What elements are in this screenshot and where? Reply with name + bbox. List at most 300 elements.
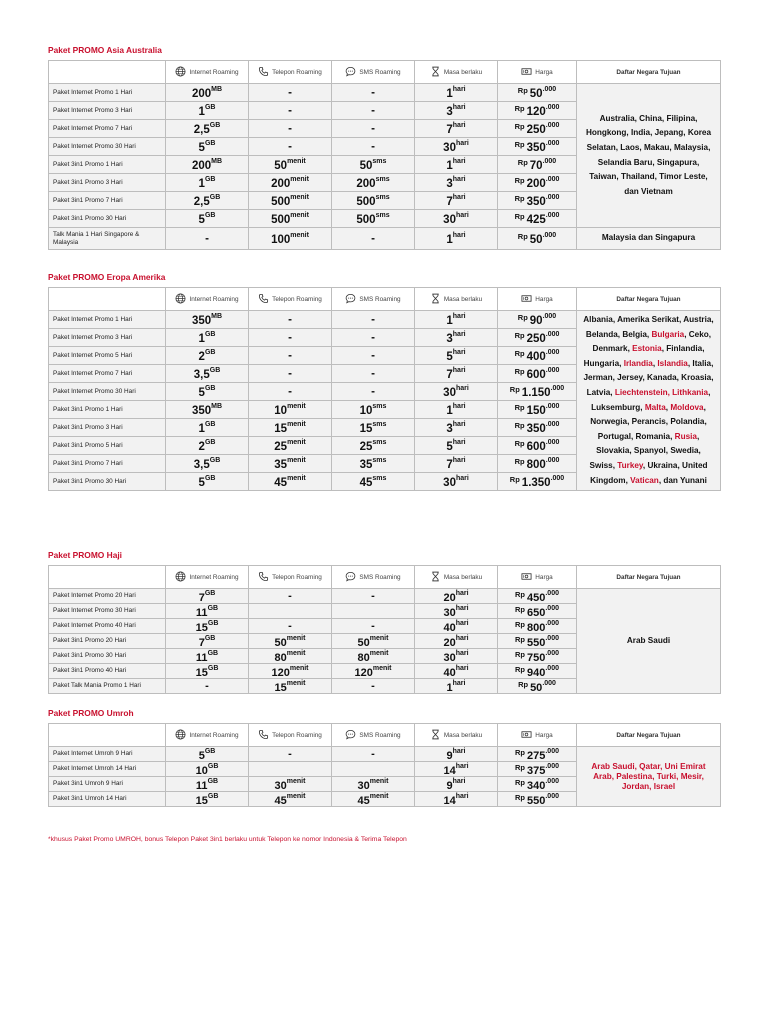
internet-cell (166, 473, 249, 491)
price-cell (498, 347, 577, 365)
masa-unit: hari (452, 330, 466, 338)
package-name: Paket Internet Promo 1 Hari (49, 84, 166, 102)
telepon-value: 25 (274, 440, 288, 453)
currency-label: Rp (515, 635, 525, 644)
masa-unit: hari (455, 793, 469, 800)
telepon-cell (249, 174, 332, 192)
price-cell (498, 747, 577, 762)
package-name: Paket Internet Promo 30 Hari (49, 138, 166, 156)
telepon-cell (249, 455, 332, 473)
price-value: 550 (527, 637, 546, 649)
internet-unit: GB (204, 175, 216, 183)
telepon-unit: menit (289, 665, 309, 672)
masa-unit: hari (455, 635, 469, 642)
telepon-unit: menit (286, 635, 306, 642)
masa-unit: hari (452, 402, 466, 410)
country-text: , Luksemburg, (591, 387, 711, 412)
price-cell (498, 120, 577, 138)
package-name: Paket 3in1 Promo 7 Hari (49, 192, 166, 210)
price-cell (498, 210, 577, 228)
currency-label: Rp (515, 748, 525, 757)
internet-cell (166, 329, 249, 347)
sms-unit: menit (372, 665, 392, 672)
masa-cell (415, 777, 498, 792)
masa-unit: hari (455, 620, 469, 627)
price-value: 350 (526, 141, 546, 154)
price-cell (498, 619, 577, 634)
header-label: Masa berlaku (443, 731, 483, 739)
telepon-value: 35 (274, 458, 288, 471)
currency-label: Rp (515, 620, 525, 629)
header-label: Telepon Roaming (272, 731, 322, 739)
currency-label: Rp (514, 175, 525, 185)
masa-cell (415, 401, 498, 419)
price-cell (498, 383, 577, 401)
country-text: Albania, Amerika Serikat, Austria, Belanda, Belgia, (583, 315, 714, 339)
price-value: 750 (527, 652, 546, 664)
internet-unit: GB (204, 420, 216, 428)
package-name: Paket Internet Promo 3 Hari (49, 102, 166, 120)
currency-label: Rp (517, 85, 528, 95)
sms-cell (332, 604, 415, 619)
telepon-value: - (288, 590, 292, 602)
country-text: , Ukraina, United Kingdom, (590, 460, 708, 485)
masa-unit: hari (452, 312, 466, 320)
section-umroh (48, 707, 720, 807)
masa-value: 7 (446, 458, 453, 471)
internet-cell (166, 679, 249, 694)
money-icon (521, 66, 532, 79)
package-name: Paket 3in1 Promo 3 Hari (49, 174, 166, 192)
package-name: Paket 3in1 Umroh 9 Hari (49, 777, 166, 792)
price-value: 90 (529, 314, 543, 327)
price-value: 50 (530, 682, 543, 694)
sms-cell (332, 649, 415, 664)
internet-value: 15 (195, 795, 208, 807)
masa-cell (415, 138, 498, 156)
masa-cell (415, 747, 498, 762)
internet-unit: MB (211, 157, 223, 165)
money-icon (521, 729, 532, 742)
masa-value: 14 (443, 795, 456, 807)
sms-value: 120 (354, 667, 373, 679)
header-telepon (249, 724, 332, 747)
masa-value: 3 (446, 105, 453, 118)
masa-unit: hari (455, 590, 469, 597)
header-sms (332, 288, 415, 311)
sms-value: - (371, 232, 375, 245)
sms-unit: sms (372, 456, 387, 464)
price-cell (498, 792, 577, 807)
package-name: Paket Internet Promo 5 Hari (49, 347, 166, 365)
telepon-cell (249, 192, 332, 210)
telepon-cell (249, 679, 332, 694)
telepon-unit: menit (286, 680, 306, 687)
sms-value: - (371, 367, 375, 380)
internet-cell (166, 347, 249, 365)
price-cell (498, 604, 577, 619)
masa-value: 30 (443, 213, 456, 226)
price-thousands: .000 (545, 193, 560, 201)
telepon-value: 45 (274, 476, 288, 489)
telepon-cell (249, 365, 332, 383)
currency-label: Rp (514, 402, 525, 412)
internet-unit: MB (211, 85, 223, 93)
sms-value: - (371, 122, 375, 135)
table-row (49, 589, 721, 604)
currency-label: Rp (518, 680, 529, 689)
header-harga (498, 566, 577, 589)
package-name: Talk Mania 1 Hari Singapore & Malaysia (49, 228, 166, 250)
sms-cell (332, 455, 415, 473)
telepon-cell (249, 138, 332, 156)
header-blank (49, 61, 166, 84)
sms-cell (332, 174, 415, 192)
country-text: Moldova (670, 402, 704, 412)
sms-cell (332, 228, 415, 250)
telepon-unit: menit (286, 778, 306, 785)
masa-cell (415, 102, 498, 120)
telepon-unit: menit (290, 175, 309, 183)
header-internet (166, 61, 249, 84)
price-value: 340 (527, 780, 546, 792)
price-cell (498, 365, 577, 383)
internet-cell (166, 192, 249, 210)
header-label: Internet Roaming (189, 573, 239, 581)
price-cell (498, 664, 577, 679)
telepon-unit: menit (286, 650, 306, 657)
price-value: 450 (527, 592, 546, 604)
package-name: Paket Internet Promo 7 Hari (49, 365, 166, 383)
sms-cell (332, 747, 415, 762)
sms-cell (332, 120, 415, 138)
price-value: 400 (526, 350, 546, 363)
header-label: Harga (535, 573, 553, 581)
package-table (48, 287, 721, 491)
internet-cell (166, 419, 249, 437)
price-cell (498, 192, 577, 210)
masa-unit: hari (452, 680, 466, 687)
internet-value: 7 (198, 592, 205, 604)
package-name: Paket 3in1 Promo 7 Hari (49, 455, 166, 473)
price-value: 600 (526, 368, 546, 381)
telepon-unit: menit (287, 456, 306, 464)
sms-unit: sms (372, 402, 387, 410)
sms-unit: menit (369, 650, 389, 657)
internet-unit: GB (209, 366, 221, 374)
telepon-cell (249, 311, 332, 329)
country-text: Vatican (630, 475, 659, 485)
masa-cell (415, 679, 498, 694)
table-row (49, 747, 721, 762)
masa-cell (415, 365, 498, 383)
header-harga (498, 724, 577, 747)
package-table (48, 723, 721, 807)
telepon-unit: menit (286, 793, 306, 800)
masa-cell (415, 156, 498, 174)
price-cell (498, 102, 577, 120)
sms-unit: sms (372, 474, 387, 482)
sms-unit: sms (375, 175, 390, 183)
country-list (577, 747, 721, 807)
header-masa (415, 724, 498, 747)
package-name: Paket 3in1 Promo 3 Hari (49, 419, 166, 437)
header-masa (415, 566, 498, 589)
masa-value: 1 (446, 233, 453, 246)
telepon-value: 50 (274, 159, 288, 172)
package-name: Paket Internet Promo 30 Hari (49, 604, 166, 619)
price-value: 1.150 (521, 386, 551, 399)
package-name: Paket Talk Mania Promo 1 Hari (49, 679, 166, 694)
sms-cell (332, 419, 415, 437)
internet-cell (166, 138, 249, 156)
telepon-unit: menit (290, 211, 309, 219)
internet-cell (166, 210, 249, 228)
price-thousands: .000 (542, 231, 557, 239)
price-thousands: .000 (545, 121, 560, 129)
internet-cell (166, 619, 249, 634)
currency-label: Rp (517, 312, 528, 322)
internet-value: 1 (198, 105, 205, 118)
telepon-value: - (288, 620, 292, 632)
currency-label: Rp (514, 139, 525, 149)
internet-cell (166, 589, 249, 604)
price-thousands: .000 (545, 402, 560, 410)
country-list (577, 311, 721, 491)
telepon-value: 100 (271, 233, 291, 246)
price-value: 600 (526, 440, 546, 453)
header-blank (49, 566, 166, 589)
chat-bubble-icon (345, 729, 356, 742)
sms-value: - (371, 590, 375, 602)
sms-cell (332, 437, 415, 455)
hourglass-icon (430, 66, 441, 79)
telepon-unit: menit (287, 420, 306, 428)
masa-unit: hari (455, 665, 469, 672)
currency-label: Rp (517, 157, 528, 167)
price-thousands: .000 (545, 620, 559, 627)
country-text: , dan Yunani (658, 475, 707, 485)
masa-cell (415, 619, 498, 634)
header-sms (332, 724, 415, 747)
header-label: Internet Roaming (189, 731, 239, 739)
internet-cell (166, 455, 249, 473)
currency-label: Rp (514, 456, 525, 466)
telepon-cell (249, 634, 332, 649)
country-text: Arab Saudi, Qatar, Uni Emirat Arab, Palestina, Turki, Mesir, Jordan, Israel (591, 761, 706, 791)
sms-cell (332, 347, 415, 365)
masa-value: 5 (446, 440, 453, 453)
internet-cell (166, 365, 249, 383)
sms-cell (332, 679, 415, 694)
sms-value: 500 (356, 213, 376, 226)
globe-icon (175, 66, 186, 79)
masa-unit: hari (455, 474, 469, 482)
money-icon (521, 293, 532, 306)
package-name: Paket Internet Promo 40 Hari (49, 619, 166, 634)
internet-unit: GB (207, 650, 219, 657)
globe-icon (175, 293, 186, 306)
sms-value: - (371, 748, 375, 760)
masa-value: 1 (446, 159, 453, 172)
telepon-cell (249, 329, 332, 347)
currency-label: Rp (514, 366, 525, 376)
footnote: *khusus Paket Promo UMROH, bonus Telepon Paket 3in1 berlaku untuk Telepon ke nomor Indonesia & Terima Telepon (48, 836, 407, 843)
telepon-value: - (288, 367, 292, 380)
sms-value: - (371, 313, 375, 326)
package-name: Paket 3in1 Promo 1 Hari (49, 401, 166, 419)
currency-label: Rp (517, 231, 528, 241)
sms-cell (332, 401, 415, 419)
hourglass-icon (430, 729, 441, 742)
sms-value: - (371, 680, 375, 692)
currency-label: Rp (514, 348, 525, 358)
header-sms (332, 566, 415, 589)
sms-value: 50 (357, 637, 370, 649)
price-thousands: .000 (545, 175, 560, 183)
header-label: Masa berlaku (443, 68, 483, 76)
globe-icon (175, 729, 186, 742)
price-value: 70 (529, 159, 543, 172)
internet-value: 350 (191, 314, 212, 327)
masa-unit: hari (455, 605, 469, 612)
internet-cell (166, 604, 249, 619)
internet-value: 11 (195, 652, 208, 664)
telepon-cell (249, 589, 332, 604)
country-list (577, 84, 721, 228)
country-text: , Italia, Jerman, Jersey, Kanada, Kroasia, Latvia, (583, 358, 714, 397)
header-label: Telepon Roaming (272, 295, 322, 303)
phone-icon (258, 729, 269, 742)
phone-icon (258, 293, 269, 306)
internet-unit: GB (204, 474, 216, 482)
telepon-cell (249, 347, 332, 365)
header-harga (498, 61, 577, 84)
price-value: 120 (526, 105, 546, 118)
masa-value: 20 (443, 592, 456, 604)
masa-cell (415, 192, 498, 210)
sms-unit: menit (369, 778, 389, 785)
internet-value: 2 (198, 350, 205, 363)
internet-unit: GB (204, 103, 216, 111)
telepon-value: 10 (274, 404, 288, 417)
country-text: Irlandia (623, 358, 653, 368)
telepon-value: 15 (274, 422, 288, 435)
masa-cell (415, 473, 498, 491)
internet-value: 200 (191, 159, 212, 172)
masa-unit: hari (455, 211, 469, 219)
internet-cell (166, 777, 249, 792)
sms-value: 45 (357, 795, 370, 807)
telepon-unit: menit (290, 193, 309, 201)
header-label: Harga (535, 68, 553, 76)
internet-value: 15 (195, 667, 208, 679)
masa-cell (415, 634, 498, 649)
telepon-cell (249, 228, 332, 250)
price-thousands: .000 (545, 650, 559, 657)
price-thousands: .000 (545, 438, 560, 446)
header-telepon (249, 566, 332, 589)
package-table (48, 60, 721, 250)
chat-bubble-icon (345, 66, 356, 79)
currency-label: Rp (509, 384, 520, 394)
country-text: Australia, China, Filipina, Hongkong, India, Jepang, Korea Selatan, Laos, Makau, Malaysia, Selandia Baru, Singapura, Taiwan, Thailand, Timor Leste, dan Vietnam (585, 113, 712, 196)
package-name: Paket Internet Promo 30 Hari (49, 383, 166, 401)
masa-cell (415, 174, 498, 192)
chat-bubble-icon (345, 293, 356, 306)
header-label: Harga (535, 731, 553, 739)
masa-cell (415, 604, 498, 619)
header-negara: Daftar Negara Tujuan (577, 566, 721, 589)
masa-unit: hari (452, 85, 466, 93)
header-internet (166, 724, 249, 747)
telepon-value: - (288, 122, 292, 135)
telepon-value: 15 (274, 682, 287, 694)
country-text: Islandia (657, 358, 688, 368)
internet-unit: GB (204, 139, 216, 147)
internet-value: 5 (198, 386, 205, 399)
masa-value: 30 (443, 141, 456, 154)
masa-value: 5 (446, 350, 453, 363)
sms-cell (332, 156, 415, 174)
sms-value: - (371, 385, 375, 398)
country-text: , (652, 358, 658, 368)
package-name: Paket 3in1 Promo 1 Hari (49, 156, 166, 174)
price-value: 50 (529, 233, 543, 246)
section-haji (48, 549, 720, 694)
price-cell (498, 455, 577, 473)
internet-unit: GB (204, 348, 216, 356)
price-thousands: .000 (550, 474, 565, 482)
masa-unit: hari (455, 139, 469, 147)
price-value: 50 (529, 87, 543, 100)
telepon-unit: menit (290, 231, 309, 239)
price-value: 350 (526, 422, 546, 435)
masa-value: 14 (443, 765, 456, 777)
sms-value: 10 (359, 404, 373, 417)
package-name: Paket Internet Promo 1 Hari (49, 311, 166, 329)
currency-label: Rp (514, 103, 525, 113)
package-table (48, 565, 721, 694)
internet-value: 5 (198, 141, 205, 154)
masa-value: 9 (446, 750, 453, 762)
package-name: Paket 3in1 Promo 20 Hari (49, 634, 166, 649)
internet-unit: GB (209, 121, 221, 129)
country-text: Liechtenstein, Lithkania (614, 387, 709, 397)
header-negara: Daftar Negara Tujuan (577, 61, 721, 84)
currency-label: Rp (515, 778, 525, 787)
header-label: SMS Roaming (359, 68, 401, 76)
internet-value: 1 (198, 422, 205, 435)
masa-unit: hari (452, 231, 466, 239)
price-cell (498, 138, 577, 156)
package-name: Paket Internet Umroh 9 Hari (49, 747, 166, 762)
internet-cell (166, 762, 249, 777)
price-value: 940 (527, 667, 546, 679)
telepon-unit: menit (287, 402, 306, 410)
header-label: Internet Roaming (189, 295, 239, 303)
internet-cell (166, 156, 249, 174)
currency-label: Rp (514, 193, 525, 203)
internet-unit: GB (204, 748, 216, 755)
price-cell (498, 174, 577, 192)
masa-unit: hari (452, 121, 466, 129)
sms-unit: sms (372, 420, 387, 428)
masa-value: 20 (443, 637, 456, 649)
price-value: 425 (526, 213, 546, 226)
section-title: Paket PROMO Haji (48, 550, 123, 560)
header-internet (166, 566, 249, 589)
